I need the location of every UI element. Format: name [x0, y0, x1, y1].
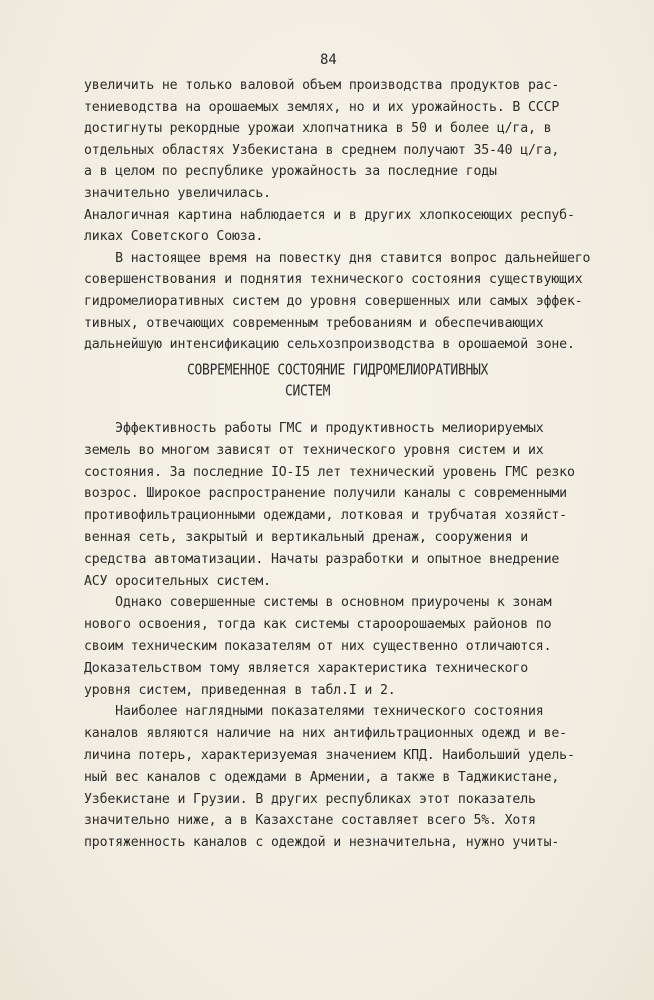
text-line: ликах Советского Союза. [84, 229, 264, 245]
text-line: Наиболее наглядными показателями технического состояния [84, 704, 544, 720]
text-line: В настоящее время на повестку дня ставится вопрос дальнейшего [84, 250, 591, 266]
text-line: своим техническим показателям от них существенно отличаются. [84, 639, 552, 654]
text-line: нового освоения, тогда как системы староорошаемых районов по [84, 617, 552, 633]
text-line: каналов являются наличие на них антифильтрационных одежд и ве- [84, 726, 567, 742]
text-line: АСУ оросительных систем. [84, 573, 271, 589]
text-line: противофильтрационными одеждами, лотковая и трубчатая хозяйст- [84, 508, 567, 524]
text-line: средства автоматизации. Начаты разработки и опытное внедрение [84, 551, 560, 567]
text-line: Аналогичная картина наблюдается и в других хлопкосеющих респуб- [84, 207, 575, 223]
text-line: гидромелиоративных систем до уровня совершенных или самых эффек- [84, 294, 583, 309]
text-line: Узбекистане и Грузии. В других республиках этот показатель [84, 791, 536, 807]
section-heading-line-2: СИСТЕМ [285, 383, 331, 401]
text-line: личина потерь, характеризуемая значением КПД. Наибольший удель- [84, 748, 575, 763]
text-line: достигнуты рекордные урожаи хлопчатника в 50 и более ц/га, в [84, 121, 552, 137]
text-line: увеличить не только валовой объем производства продуктов рас- [84, 78, 560, 93]
text-line: состояния. За последние IO-I5 лет технический уровень ГМС резко [84, 464, 575, 480]
text-line: Однако совершенные системы в основном приурочены к зонам [84, 595, 552, 611]
text-line: тениеводства на орошаемых землях, но и их урожайность. В СССР [84, 99, 560, 115]
text-line: земель во многом зависят от технического уровня систем и их [84, 442, 544, 458]
text-line: отдельных областях Узбекистана в среднем получают 35-40 ц/га, [84, 142, 560, 158]
text-line: венная сеть, закрытый и вертикальный дренаж, сооружения и [84, 530, 529, 545]
text-line: значительно ниже, а в Казахстане составляет всего 5%. Хотя [84, 813, 536, 829]
text-line: совершенствования и поднятия технического состояния существующих [84, 272, 583, 288]
text-line: протяженность каналов с одеждой и незначительна, нужно учиты- [84, 835, 560, 851]
text-line: Доказательством тому является характеристика технического [84, 660, 529, 676]
page-number: 84 [320, 52, 337, 68]
text-line: значительно увеличилась. [84, 186, 271, 201]
text-line: тивных, отвечающих современным требованиям и обеспечивающих [84, 315, 544, 331]
text-line: а в целом по республике урожайность за последние годы [84, 164, 497, 180]
text-line: возрос. Широкое распространение получили каналы с современными [84, 486, 567, 502]
section-heading-line-1: СОВРЕМЕННОЕ СОСТОЯНИЕ ГИДРОМЕЛИОРАТИВНЫХ [187, 362, 489, 380]
text-line: ный вес каналов с одеждами в Армении, а также в Таджикистане, [84, 769, 560, 785]
text-line: Эффективность работы ГМС и продуктивность мелиорируемых [84, 421, 544, 436]
text-line: уровня систем, приведенная в табл.I и 2. [84, 682, 396, 698]
text-line: дальнейшую интенсификацию сельхозпроизводства в орошаемой зоне. [84, 337, 575, 353]
